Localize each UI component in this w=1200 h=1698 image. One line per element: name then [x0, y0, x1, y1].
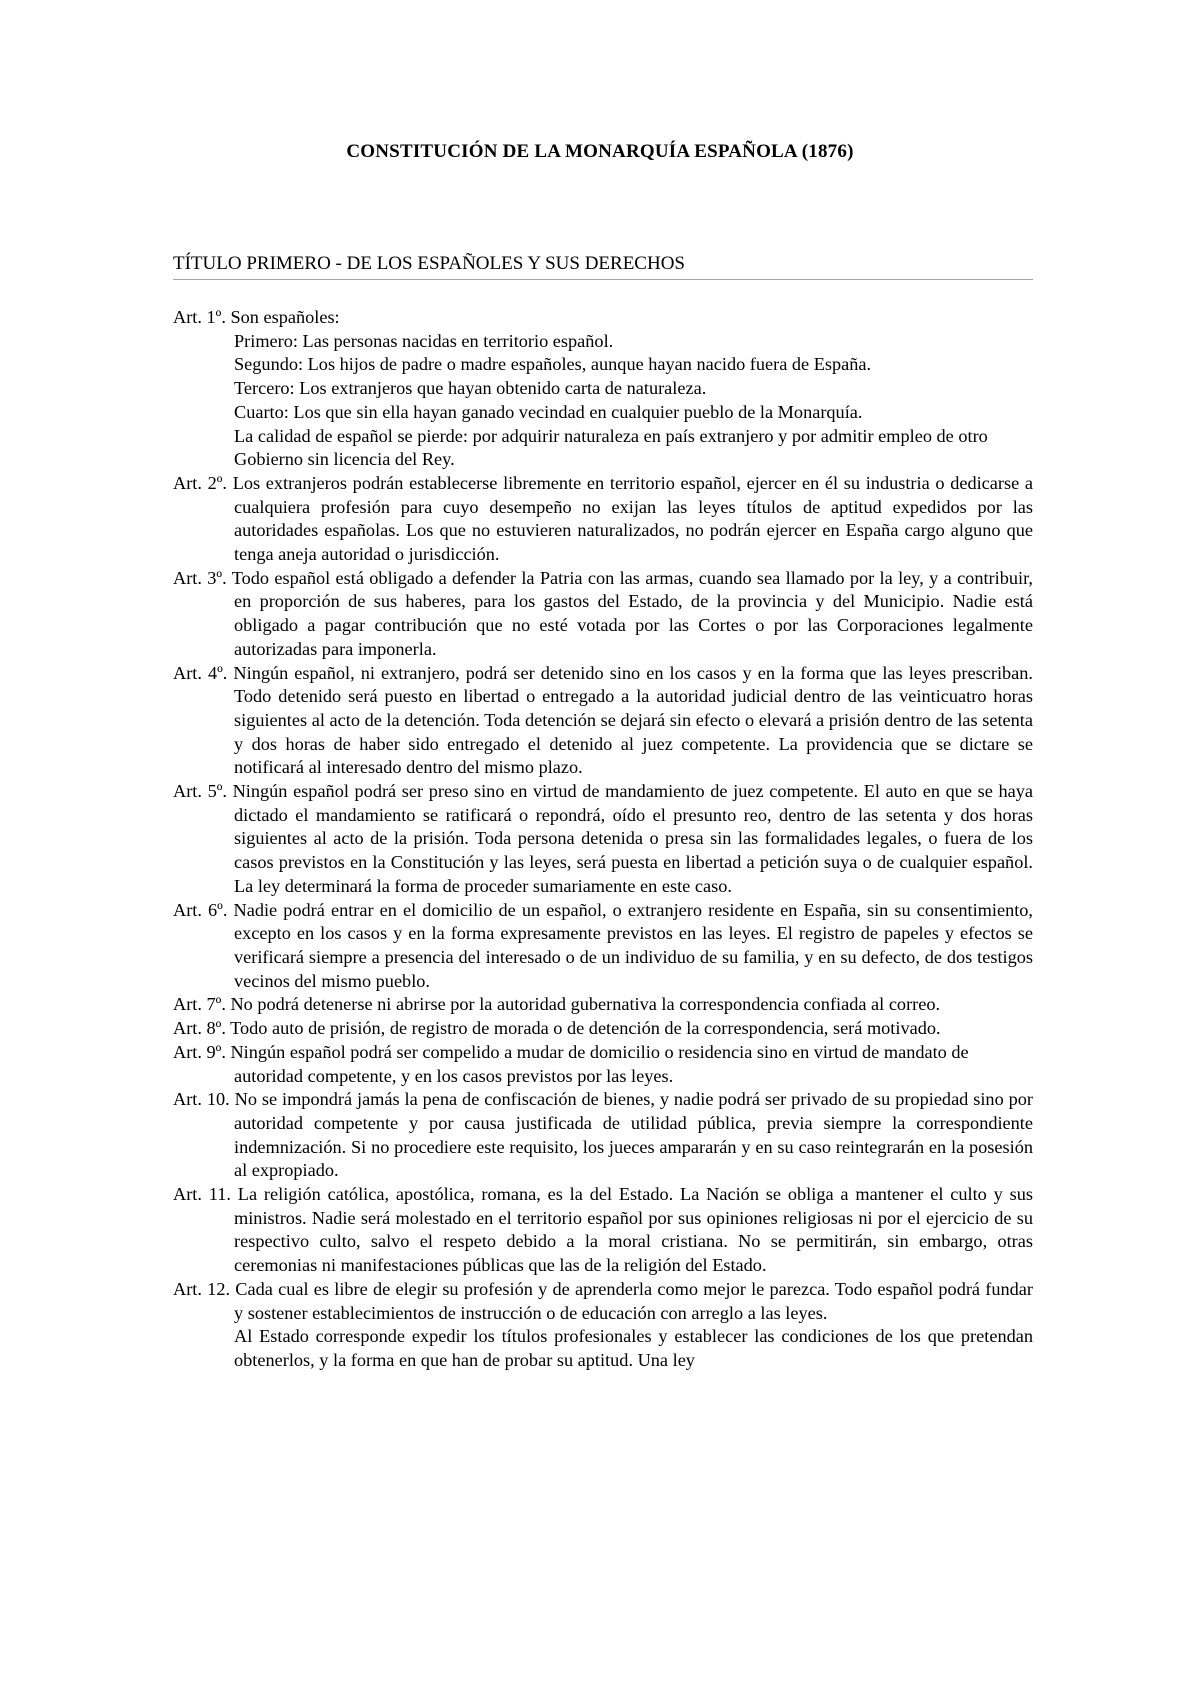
article-8	[173, 1017, 1033, 1041]
article-1-clause-2: Segundo: Los hijos de padre o madre españoles, aunque hayan nacido fuera de España.	[234, 354, 872, 375]
article-text: Todo auto de prisión, de registro de morada o de detención de la correspondencia, será motivado.	[230, 1018, 941, 1039]
article-label: Art. 9º.	[173, 1041, 226, 1062]
document-title: CONSTITUCIÓN DE LA MONARQUÍA ESPAÑOLA (1876)	[346, 141, 854, 162]
article-2	[173, 472, 1033, 567]
article-text: Ningún español podrá ser compelido a mudar de domicilio o residencia sino en virtud de mandato de autoridad competente, y en los casos previstos por las leyes.	[230, 1041, 969, 1086]
article-text: Son españoles:	[230, 307, 340, 327]
article-label: Art. 5º.	[173, 781, 227, 802]
article-4	[173, 662, 1033, 781]
article-label: Art. 4º.	[173, 662, 228, 683]
article-9	[173, 1041, 1033, 1088]
article-text: La religión católica, apostólica, romana, es la del Estado. La Nación se obliga a mantener el culto y sus ministros. Nadie será molestado en el territorio español por sus opiniones religiosas ni por el ejercicio de su respectivo culto, salvo el respeto debido a la moral cristiana. No se permitirán, sin embargo, otras ceremonias ni manifestaciones públicas que las de la religión del Estado.	[234, 1184, 1033, 1276]
article-12-paragraph-2: Al Estado corresponde expedir los títulos profesionales y establecer las condiciones de los que pretendan obtenerlos, y la forma en que han de probar su aptitud. Una ley	[234, 1326, 1033, 1370]
article-text: No se impondrá jamás la pena de confiscación de bienes, y nadie podrá ser privado de su propiedad sino por autoridad competente y por causa justificada de utilidad pública, previa siempre la correspondiente indemnización. Si no procediere este requisito, los jueces ampararán y en su caso reintegrarán en la posesión al expropiado.	[234, 1089, 1033, 1181]
article-label: Art. 7º.	[173, 994, 226, 1015]
article-label: Art. 12.	[173, 1278, 231, 1299]
article-11	[173, 1183, 1033, 1278]
article-1	[173, 306, 1033, 330]
article-text: Nadie podrá entrar en el domicilio de un español, o extranjero residente en España, sin su consentimiento, excepto en los casos y en la forma expresamente previstos en las leyes. El registro de papeles y efectos se verificará siempre a presencia del interesado o de un individuo de su familia, y en su defecto, de dos testigos vecinos del mismo pueblo.	[233, 899, 1034, 991]
article-text: Cada cual es libre de elegir su profesión y de aprenderla como mejor le parezca. Todo español podrá fundar y sostener establecimientos de instrucción o de educación con arreglo a las leyes.	[234, 1278, 1033, 1323]
article-text: No podrá detenerse ni abrirse por la autoridad gubernativa la correspondencia confiada al correo.	[230, 994, 941, 1015]
article-label: Art. 3º.	[173, 567, 227, 588]
article-1-clause-5: La calidad de español se pierde: por adquirir naturaleza en país extranjero y por admitir empleo de otro Gobierno sin licencia del Rey.	[234, 425, 988, 470]
article-1-clause-3: Tercero: Los extranjeros que hayan obtenido carta de naturaleza.	[234, 378, 707, 399]
articles-list	[173, 306, 1033, 1373]
article-1-clause-4: Cuarto: Los que sin ella hayan ganado vecindad en cualquier pueblo de la Monarquía.	[234, 401, 863, 422]
article-text: Ningún español, ni extranjero, podrá ser detenido sino en los casos y en la forma que las leyes prescriban. Todo detenido será puesto en libertad o entregado a la autoridad judicial dentro de las veinticuatro horas siguientes al acto de la detención. Toda detención se dejará sin efecto o elevará a prisión dentro de las setenta y dos horas de haber sido entregado el detenido al juez competente. La providencia que se dictare se notificará al interesado dentro del mismo plazo.	[233, 662, 1033, 778]
article-label: Art. 8º.	[173, 1018, 226, 1039]
section-heading: TÍTULO PRIMERO - DE LOS ESPAÑOLES Y SUS DERECHOS	[173, 253, 1033, 280]
article-label: Art. 1º.	[173, 307, 226, 327]
article-6	[173, 899, 1033, 994]
article-text: Ningún español podrá ser preso sino en virtud de mandamiento de juez competente. El auto en que se haya dictado el mandamiento se ratificará o repondrá, oído el presunto reo, dentro de las setenta y dos horas siguientes al acto de la prisión. Toda persona detenida o presa sin las formalidades legales, o fuera de los casos previstos en la Constitución y las leyes, será puesta en libertad a petición suya o de cualquier español. La ley determinará la forma de proceder sumariamente en este caso.	[232, 781, 1033, 896]
article-10	[173, 1088, 1033, 1183]
article-text: Todo español está obligado a defender la Patria con las armas, cuando sea llamado por la ley, y a contribuir, en proporción de sus haberes, para los gastos del Estado, de la provincia y del Municipio. Nadie está obligado a pagar contribución que no esté votada por las Cortes o por las Corporaciones legalmente autorizadas para imponerla.	[231, 567, 1034, 659]
article-3	[173, 567, 1033, 662]
article-text: Los extranjeros podrán establecerse libremente en territorio español, ejercer en él su industria o dedicarse a cualquiera profesión para cuyo desempeño no exijan las leyes títulos de aptitud expedidos por las autoridades españolas. Los que no estuvieren naturalizados, no podrán ejercer en España cargo alguno que tenga aneja autoridad o jurisdicción.	[232, 472, 1034, 565]
article-7	[173, 993, 1033, 1017]
article-label: Art. 11.	[173, 1184, 231, 1205]
article-1-clause-1: Primero: Las personas nacidas en territorio español.	[234, 330, 614, 351]
article-label: Art. 6º.	[173, 899, 228, 920]
article-12	[173, 1278, 1033, 1325]
article-label: Art. 10.	[173, 1089, 230, 1110]
article-label: Art. 2º.	[173, 472, 227, 493]
article-5	[173, 780, 1033, 899]
